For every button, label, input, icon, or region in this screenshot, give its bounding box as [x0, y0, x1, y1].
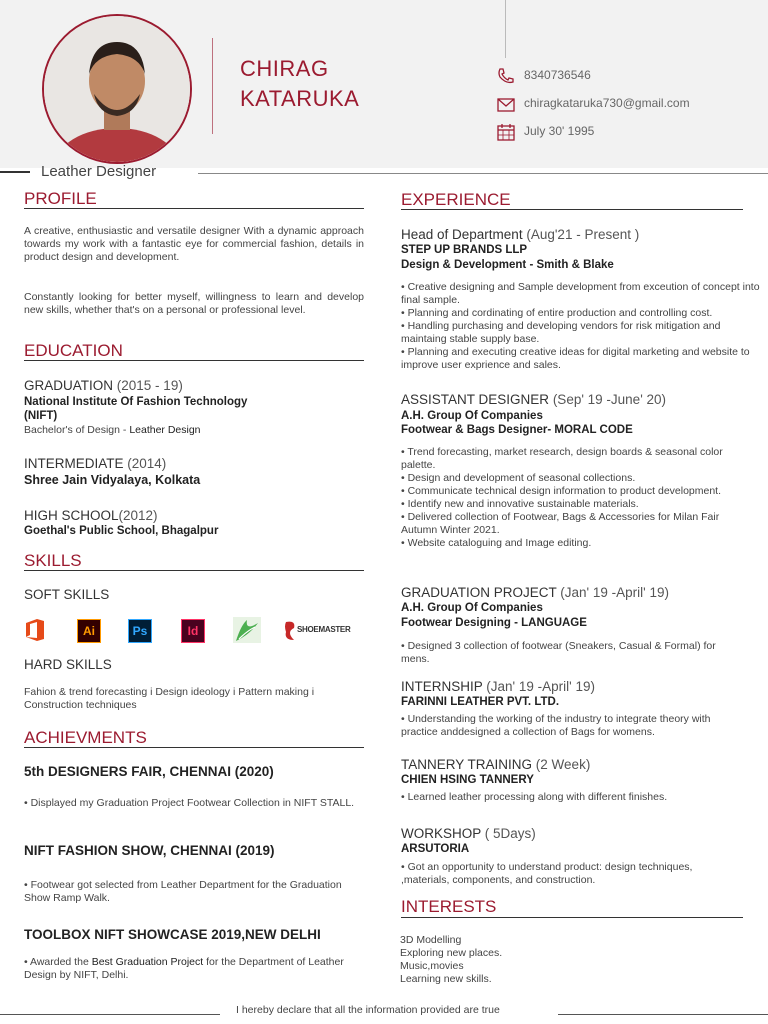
job-6-company: ARSUTORIA — [401, 843, 470, 855]
job-2-heading: ASSISTANT DESIGNER (Sep' 19 -June' 20) — [401, 392, 667, 407]
list-item: • Design and development of seasonal collections. — [401, 472, 636, 484]
job-2-company: A.H. Group Of Companies — [401, 410, 543, 422]
edu-graduation-school-abbr: (NIFT) — [24, 410, 58, 422]
profile-heading: PROFILE — [24, 189, 97, 208]
soft-skills-label: SOFT SKILLS — [24, 587, 110, 602]
edu-graduation-heading — [24, 378, 183, 393]
name-line-2: KATARUKA — [240, 86, 360, 111]
job-2-sub: Footwear & Bags Designer- MORAL CODE — [401, 424, 633, 436]
job-4-company: FARINNI LEATHER PVT. LTD. — [401, 696, 560, 708]
list-item: Music,movies — [400, 960, 464, 972]
job-5-company: CHIEN HSING TANNERY — [401, 774, 534, 786]
achievement-3-emph: Best Graduation Project — [91, 956, 204, 968]
footer-declaration: I hereby declare that all the information provided are true — [236, 1004, 500, 1016]
edu-graduation-degree — [24, 424, 201, 437]
skills-rule — [24, 570, 364, 571]
edu-highschool-label: HIGH SCHOOL — [24, 508, 119, 523]
edu-degree-text: Bachelor's of Design - — [24, 424, 130, 436]
job-6-bullets — [401, 861, 741, 887]
job-3-sub: Footwear Designing - LANGUAGE — [401, 617, 587, 629]
job-4-heading: INTERNSHIP (Jan' 19 -April' 19) — [401, 679, 595, 694]
skills-heading: SKILLS — [24, 551, 82, 570]
job-3-heading: GRADUATION PROJECT (Jan' 19 -April' 19) — [401, 585, 669, 600]
interests-heading: INTERESTS — [401, 897, 497, 916]
achievement-3-desc: • Awarded the Best Graduation Project for the Department of Leather Design by NIFT, Delhi. — [24, 956, 344, 981]
job-3-bullets — [401, 640, 741, 666]
email-icon — [497, 98, 515, 112]
achievement-2-desc: • Footwear got selected from Leather Department for the Graduation Show Ramp Walk. — [24, 879, 342, 904]
job-1-company: STEP UP BRANDS LLP — [401, 244, 528, 256]
achievement-2-title: NIFT FASHION SHOW, CHENNAI (2019) — [24, 843, 275, 858]
job-1-heading: Head of Department (Aug'21 - Present ) — [401, 227, 640, 242]
job-4-bullets — [401, 713, 741, 739]
profile-para-2: Constantly looking for better myself, willingness to learn and develop new skills, whether that's on a personal or professional level. — [24, 291, 364, 316]
edu-highschool-period: (2012) — [118, 508, 158, 523]
job-5-bullets — [401, 791, 741, 804]
list-item: • Communicate technical design information to product development. — [401, 485, 722, 497]
achievements-rule — [24, 747, 364, 748]
title-rule-right — [198, 173, 768, 174]
job-1-bullets — [401, 281, 761, 372]
list-item: • Identify new and innovative sustainable materials. — [401, 498, 639, 510]
corel-icon — [233, 617, 261, 643]
edu-graduation-period: (2015 - 19) — [116, 378, 183, 393]
list-item: • Designed 3 collection of footwear (Sneakers, Casual & Formal) for mens. — [401, 640, 716, 665]
list-item: Exploring new places. — [400, 947, 503, 959]
list-item: Learning new skills. — [400, 973, 492, 985]
phone-number[interactable]: 8340736546 — [524, 68, 591, 82]
header-divider — [505, 0, 506, 58]
hard-skills-text: Fahion & trend forecasting i Design ideology i Pattern making i Construction techniques — [24, 686, 315, 711]
list-item: • Creative designing and Sample development from exceution of concept into final sample. — [401, 281, 760, 306]
edu-graduation-label: GRADUATION — [24, 378, 114, 393]
list-item: • Understanding the working of the industry to integrate theory with practice anddesigned a collection of Bags for womens. — [401, 713, 711, 738]
shoemaster-icon: SHOEMASTER — [284, 620, 356, 642]
achievement-1-desc: • Displayed my Graduation Project Footwear Collection in NIFT STALL. — [24, 797, 355, 809]
achievement-3-title: TOOLBOX NIFT SHOWCASE 2019,NEW DELHI — [24, 927, 321, 942]
achievements-heading: ACHIEVMENTS — [24, 728, 147, 747]
interests-rule — [401, 917, 743, 918]
experience-rule — [401, 209, 743, 210]
profile-rule — [24, 208, 364, 209]
edu-intermediate-heading — [24, 456, 166, 471]
email-address[interactable]: chiragkataruka730@gmail.com — [524, 96, 690, 110]
title-rule-left — [0, 171, 30, 173]
job-3-company: A.H. Group Of Companies — [401, 602, 543, 614]
achievement-1-title: 5th DESIGNERS FAIR, CHENNAI (2020) — [24, 764, 274, 779]
education-rule — [24, 360, 364, 361]
list-item: 3D Modelling — [400, 934, 462, 946]
profile-para-1: A creative, enthusiastic and versatile designer With a dynamic approach towards my work with a fantastic eye for commercial fashion, details in product design and development. — [24, 225, 364, 263]
list-item: • Planning and executing creative ideas for digital marketing and website to improve user exprience and sales. — [401, 346, 750, 371]
edu-graduation-school: National Institute Of Fashion Technology — [24, 396, 248, 408]
job-2-bullets — [401, 446, 741, 550]
experience-heading: EXPERIENCE — [401, 190, 511, 209]
hard-skills-label: HARD SKILLS — [24, 657, 112, 672]
list-item: • Got an opportunity to understand product: design techniques, ,materials, components, and construction. — [401, 861, 693, 886]
edu-highschool-heading — [24, 508, 158, 523]
list-item: • Trend forecasting, market research, design boards & seasonal color palette. — [401, 446, 723, 471]
header-vertical-rule — [212, 38, 213, 134]
job-5-heading: TANNERY TRAINING (2 Week) — [401, 757, 591, 772]
footer-rule-right — [558, 1014, 768, 1015]
job-6-heading: WORKSHOP ( 5Days) — [401, 826, 536, 841]
edu-intermediate-period: (2014) — [127, 456, 167, 471]
calendar-icon — [497, 123, 515, 141]
edu-highschool-school: Goethal's Public School, Bhagalpur — [24, 525, 219, 537]
interests-list — [400, 934, 700, 986]
person-avatar-icon — [44, 16, 190, 162]
list-item: • Delivered collection of Footwear, Bags & Accessories for Milan Fair Autumn Winter 2021. — [401, 511, 720, 536]
indesign-icon: Id — [181, 619, 205, 643]
edu-degree-emph: Leather Design — [129, 424, 201, 436]
edu-intermediate-school: Shree Jain Vidyalaya, Kolkata — [24, 473, 201, 487]
office-icon — [24, 619, 46, 641]
date-of-birth: July 30' 1995 — [524, 124, 595, 138]
footer-rule-left — [0, 1014, 220, 1015]
education-heading: EDUCATION — [24, 341, 123, 360]
illustrator-icon: Ai — [77, 619, 101, 643]
list-item: • Planning and cordinating of entire production and controlling cost. — [401, 307, 713, 319]
photoshop-icon: Ps — [128, 619, 152, 643]
profile-photo — [42, 14, 192, 164]
job-1-sub: Design & Development - Smith & Blake — [401, 259, 614, 271]
list-item: • Handling purchasing and developing vendors for risk mitigation and maintaing stable supply base. — [401, 320, 721, 345]
list-item: • Learned leather processing along with different finishes. — [401, 791, 668, 803]
edu-intermediate-label: INTERMEDIATE — [24, 456, 124, 471]
phone-icon — [497, 68, 515, 84]
list-item: • Website cataloguing and Image editing. — [401, 537, 592, 549]
job-title: Leather Designer — [41, 163, 157, 180]
name-line-1: CHIRAG — [240, 56, 329, 81]
